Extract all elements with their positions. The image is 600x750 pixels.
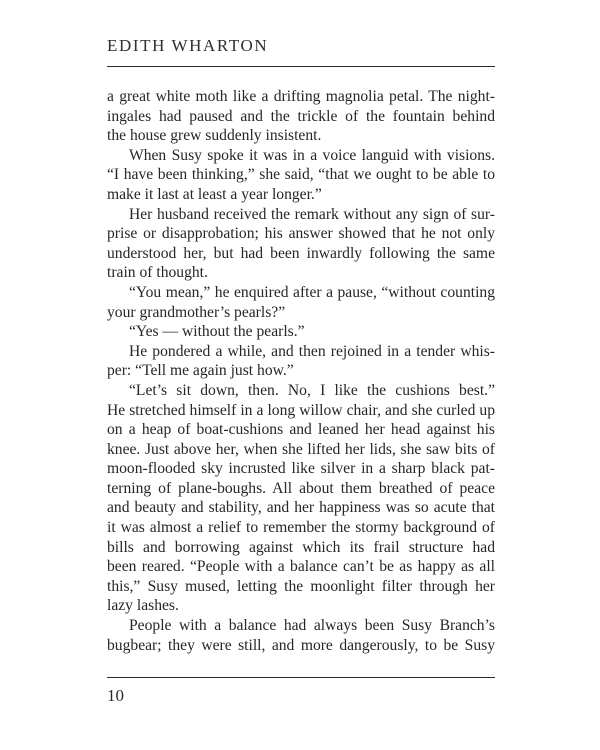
paragraph: [107, 87, 495, 146]
page-number: 10: [107, 686, 124, 705]
body-text: [107, 87, 495, 655]
paragraph: [107, 205, 495, 283]
text-line: a great white moth like a drifting magnolia petal. The night-: [107, 88, 495, 105]
text-line: “Yes — without the pearls.”: [129, 323, 305, 341]
text-line: and beauty and stability, and her happiness was so acute that: [107, 499, 495, 517]
paragraph: [107, 322, 495, 342]
text-line: make it last at least a year longer.”: [107, 185, 322, 203]
text-line: moon-flooded sky incrusted like silver in a sharp black pat-: [107, 460, 495, 478]
text-line: understood her, but had been inwardly following the same: [107, 244, 495, 262]
text-line: bills and borrowing against which its frail structure had: [107, 538, 495, 556]
text-line: lazy lashes.: [107, 597, 179, 615]
text-line: ingales had paused and the trickle of the fountain behind: [107, 107, 495, 125]
text-line: People with a balance had always been Susy Branch’s: [129, 617, 495, 635]
running-head: EDITH WHARTON: [107, 36, 269, 55]
text-line: “You mean,” he enquired after a pause, “without counting: [129, 283, 495, 301]
footer-rule: [107, 677, 495, 678]
text-line: this,” Susy mused, letting the moonlight filter through her: [107, 577, 495, 595]
paragraph: [107, 342, 495, 381]
text-line: it was almost a relief to remember the stormy background of: [107, 519, 495, 537]
text-line: prise or disapprobation; his answer showed that he not only: [107, 225, 495, 243]
paragraph: [107, 616, 495, 655]
text-line: He pondered a while, and then rejoined in a tender whis-: [129, 342, 495, 360]
text-line: terning of plane-boughs. All about them breathed of peace: [107, 479, 495, 497]
paragraph: [107, 146, 495, 205]
text-line: Her husband received the remark without any sign of sur-: [129, 205, 495, 223]
text-line: “I have been thinking,” she said, “that we ought to be able to: [107, 166, 495, 184]
text-line: knee. Just above her, when she lifted her lids, she saw bits of: [107, 440, 495, 458]
text-line: been reared. “People with a balance can’t be as happy as all: [107, 558, 495, 576]
paragraph: [107, 283, 495, 322]
text-line: “Let’s sit down, then. No, I like the cushions best.”: [129, 381, 495, 399]
paragraph: [107, 381, 495, 616]
text-line: the house grew suddenly insistent.: [107, 127, 322, 145]
text-line: He stretched himself in a long willow chair, and she curled up: [107, 401, 495, 419]
text-line: bugbear; they were still, and more dangerously, to be Susy: [107, 636, 495, 654]
text-line: per: “Tell me again just how.”: [107, 362, 294, 380]
header-rule: [107, 66, 495, 67]
text-line: your grandmother’s pearls?”: [107, 303, 286, 321]
text-line: on a heap of boat-cushions and leaned her head against his: [107, 421, 495, 439]
text-line: When Susy spoke it was in a voice languid with visions.: [129, 146, 495, 164]
text-line: train of thought.: [107, 264, 208, 282]
